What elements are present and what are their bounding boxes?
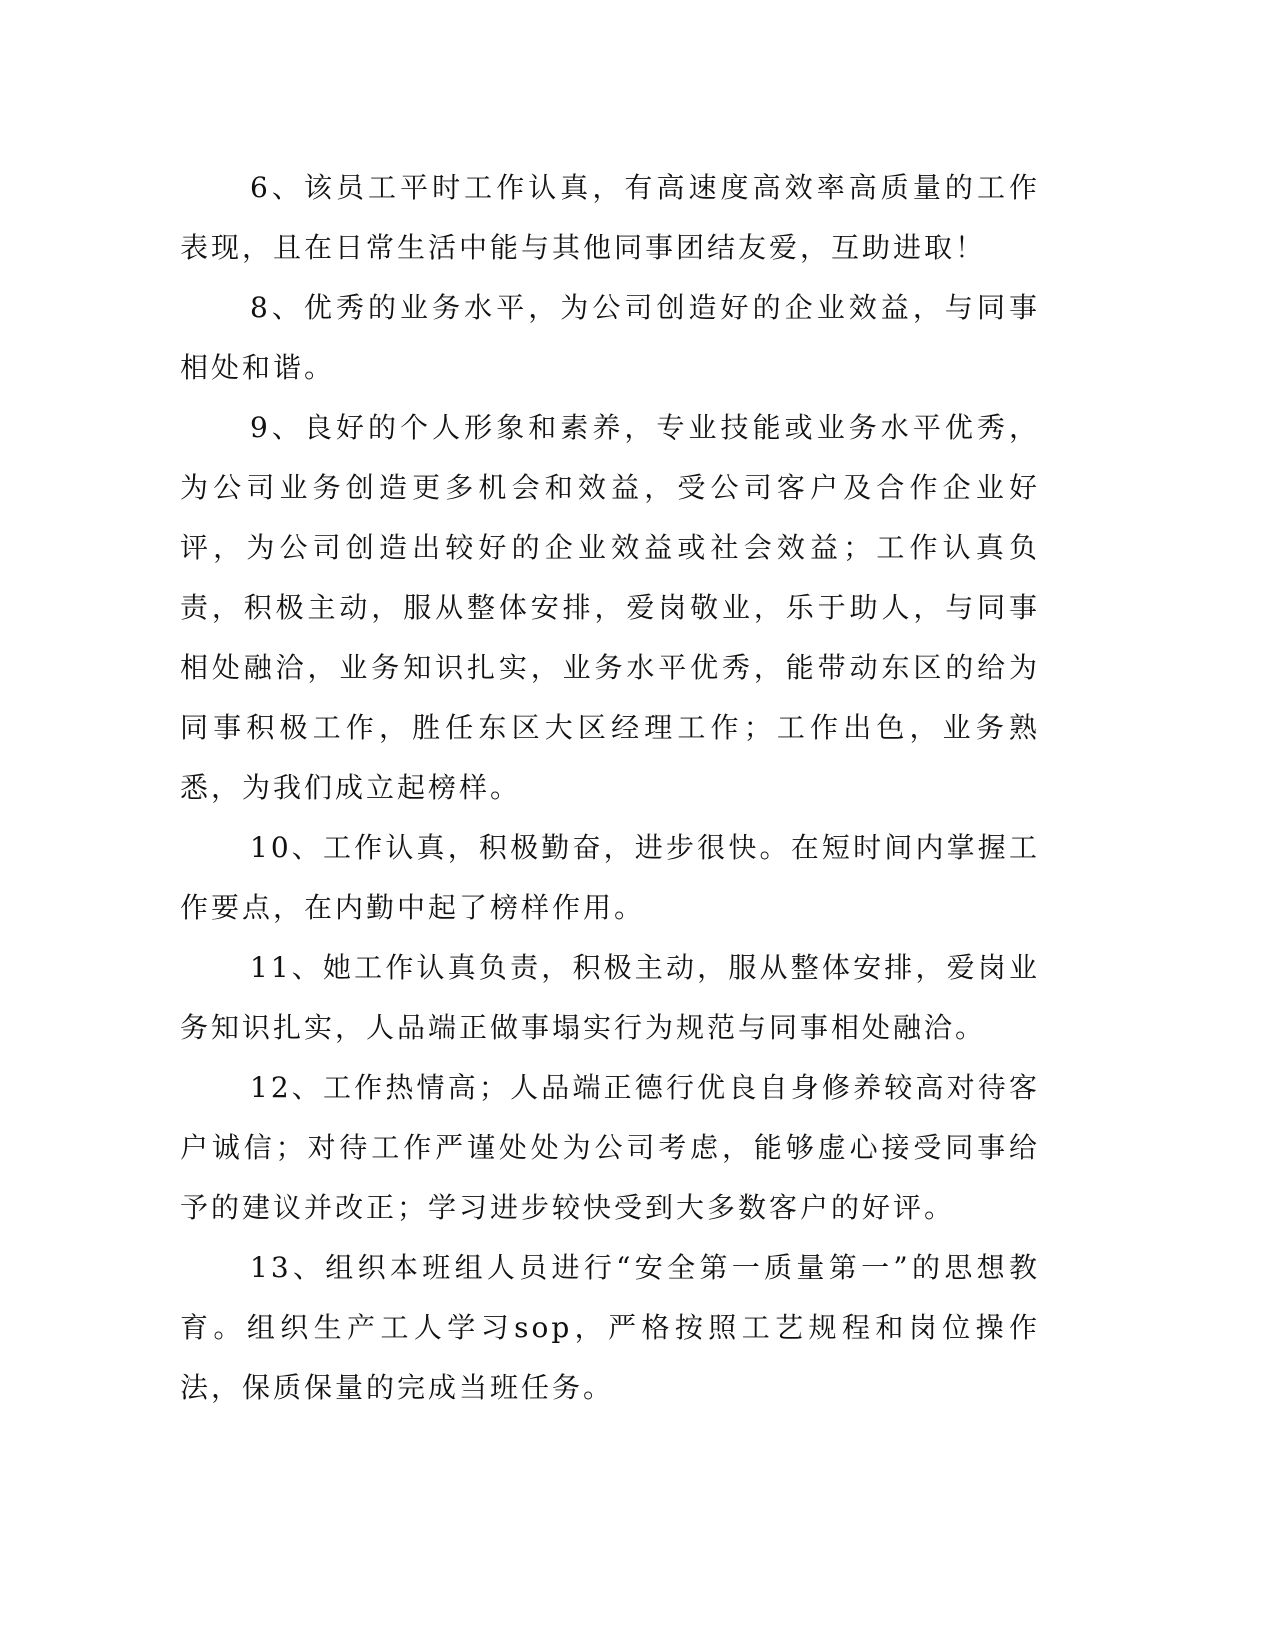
- document-body: [180, 158, 1040, 1418]
- paragraph-10: 10、工作认真，积极勤奋，进步很快。在短时间内掌握工作要点，在内勤中起了榜样作用。: [180, 831, 1040, 924]
- paragraph-6: 6、该员工平时工作认真，有高速度高效率高质量的工作表现，且在日常生活中能与其他同事团结友爱，互助进取！: [180, 171, 1040, 264]
- paragraph-8: 8、优秀的业务水平，为公司创造好的企业效益，与同事相处和谐。: [180, 291, 1040, 384]
- paragraph-12: 12、工作热情高；人品端正德行优良自身修养较高对待客户诚信；对待工作严谨处处为公司考虑，能够虚心接受同事给予的建议并改正；学习进步较快受到大多数客户的好评。: [180, 1071, 1040, 1224]
- paragraph-9: 9、良好的个人形象和素养，专业技能或业务水平优秀，为公司业务创造更多机会和效益，受公司客户及合作企业好评，为公司创造出较好的企业效益或社会效益；工作认真负责，积极主动，服从整体安排，爱岗敬业，乐于助人，与同事相处融洽，业务知识扎实，业务水平优秀，能带动东区的给为同事积极工作，胜任东区大区经理工作；工作出色，业务熟悉，为我们成立起榜样。: [180, 411, 1040, 804]
- paragraph-11: 11、她工作认真负责，积极主动，服从整体安排，爱岗业务知识扎实，人品端正做事塌实行为规范与同事相处融洽。: [180, 951, 1040, 1044]
- paragraph-13: 13、组织本班组人员进行“安全第一质量第一”的思想教育。组织生产工人学习sop，严格按照工艺规程和岗位操作法，保质保量的完成当班任务。: [180, 1251, 1040, 1404]
